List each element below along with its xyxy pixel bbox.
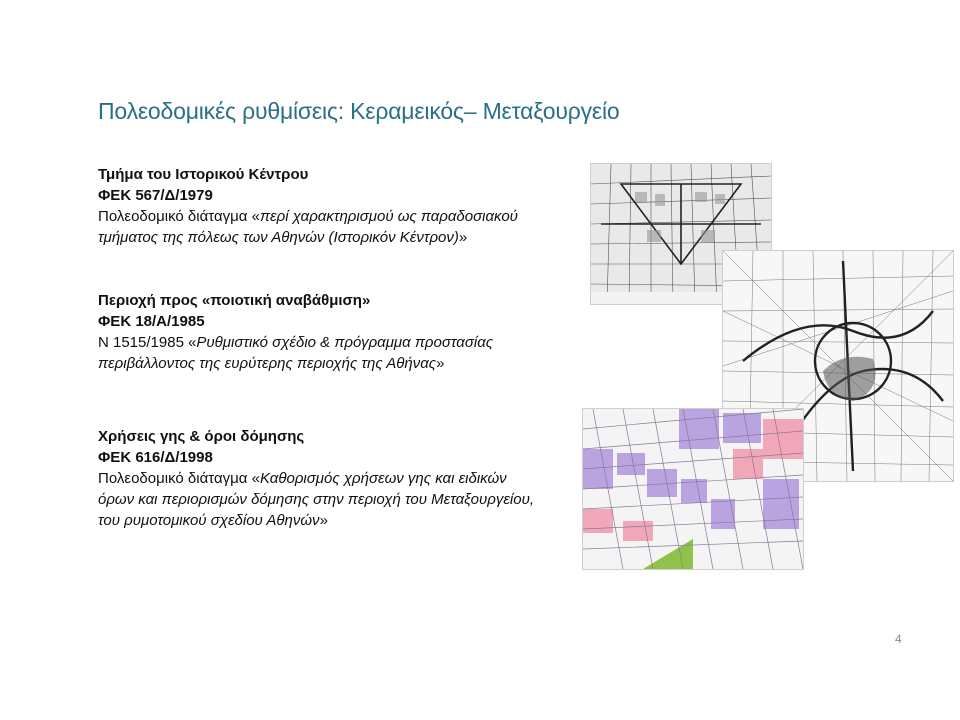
desc-italic: Ρυθμιστικό σχέδιο & πρόγραμμα προστασίας περιβάλλοντος της ευρύτερης περιοχής της Αθήνας: [98, 334, 494, 372]
fek-reference: ΦΕΚ 18/Α/1985: [98, 313, 205, 330]
fek-reference: ΦΕΚ 567/Δ/1979: [98, 187, 213, 204]
fek-reference: ΦΕΚ 616/Δ/1998: [98, 449, 213, 466]
section-land-use: [98, 426, 538, 531]
desc-lead: Πολεοδομικό διάταγμα «: [98, 208, 260, 225]
map-collage: [580, 160, 960, 580]
desc-tail: »: [458, 229, 468, 246]
page-number: 4: [895, 632, 902, 646]
section-description: [98, 468, 538, 531]
section-quality-upgrade: [98, 290, 538, 374]
section-heading: Τμήμα του Ιστορικού Κέντρου: [98, 166, 309, 183]
desc-lead: Ν 1515/1985 «: [98, 334, 197, 351]
section-historic-centre: [98, 164, 538, 248]
section-description: [98, 206, 538, 248]
desc-italic: περί χαρακτηρισμού ως παραδοσιακού τμήματος της πόλεως των Αθηνών (Ιστορικόν Κέντρον): [98, 208, 518, 246]
land-use-map-image: [582, 408, 804, 570]
section-description: [98, 332, 538, 374]
desc-lead: Πολεοδομικό διάταγμα «: [98, 470, 260, 487]
section-heading: Χρήσεις γης & όροι δόμησης: [98, 428, 305, 445]
desc-italic: Καθορισμός χρήσεων γης και ειδικών όρων και περιορισμών δόμησης στην περιοχή του Μεταξουργείου, του ρυμοτομικού σχεδίου Αθηνών: [98, 470, 535, 529]
desc-tail: »: [436, 355, 445, 372]
slide-title: Πολεοδομικές ρυθμίσεις: Κεραμεικός– Μεταξουργείο: [98, 98, 620, 124]
section-heading: Περιοχή προς «ποιοτική αναβάθμιση»: [98, 292, 371, 309]
desc-tail: »: [319, 512, 328, 529]
